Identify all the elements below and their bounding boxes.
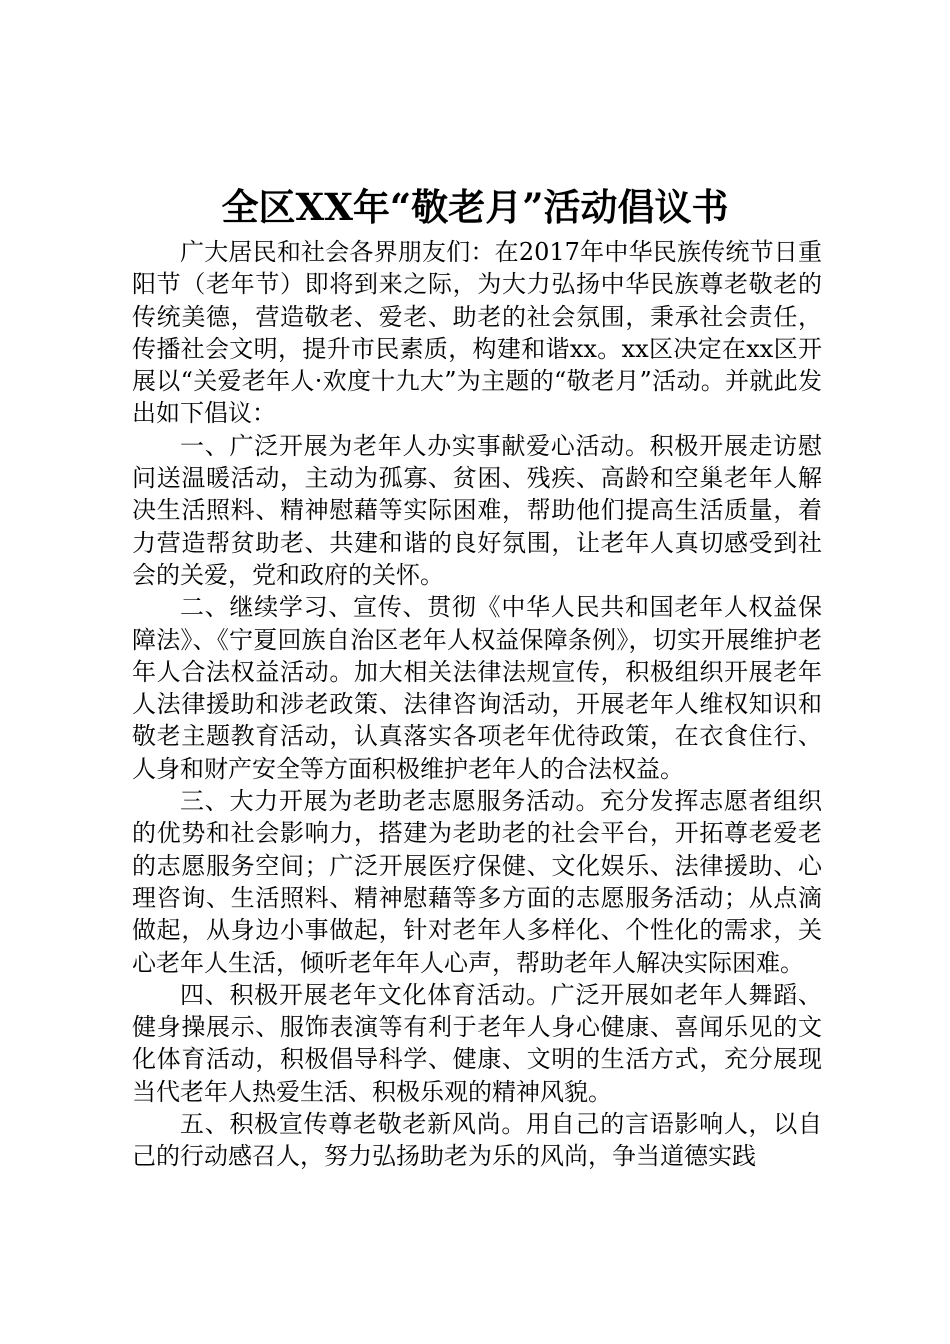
- paragraph-item-4: 四、积极开展老年文化体育活动。广泛开展如老年人舞蹈、健身操展示、服饰表演等有利于老年人身心健康、喜闻乐见的文化体育活动，积极倡导科学、健康、文明的生活方式，充分展现当代老年人热爱生活、积极乐观的精神风貌。: [132, 980, 822, 1106]
- paragraph-item-2: 二、继续学习、宣传、贯彻《中华人民共和国老年人权益保障法》、《宁夏回族自治区老年人权益保障条例》，切实开展维护老年人合法权益活动。加大相关法律法规宣传，积极组织开展老年人法律援助和涉老政策、法律咨询活动，开展老年人维权知识和敬老主题教育活动，认真落实各项老年优待政策，在衣食住行、人身和财产安全等方面积极维护老年人的合法权益。: [132, 593, 822, 783]
- document-body: [132, 236, 822, 1173]
- paragraph-intro: 广大居民和社会各界朋友们：在2017年中华民族传统节日重阳节（老年节）即将到来之际，为大力弘扬中华民族尊老敬老的传统美德，营造敬老、爱老、助老的社会氛围，秉承社会责任，传播社会文明，提升市民素质，构建和谐xx。xx区决定在xx区开展以“关爱老年人·欢度十九大”为主题的“敬老月”活动。并就此发出如下倡议：: [132, 238, 822, 428]
- paragraph-item-5: 五、积极宣传尊老敬老新风尚。用自己的言语影响人，以自己的行动感召人，努力弘扬助老为乐的风尚，争当道德实践: [132, 1110, 822, 1171]
- paragraph-item-1: 一、广泛开展为老年人办实事献爱心活动。积极开展走访慰问送温暖活动，主动为孤寡、贫困、残疾、高龄和空巢老年人解决生活照料、精神慰藉等实际困难，帮助他们提高生活质量，着力营造帮贫助老、共建和谐的良好氛围，让老年人真切感受到社会的关爱，党和政府的关怀。: [132, 431, 822, 589]
- document-title: 全区XX年“敬老月”活动倡议书: [221, 185, 729, 229]
- paragraph-item-3: 三、大力开展为老助老志愿服务活动。充分发挥志愿者组织的优势和社会影响力，搭建为老助老的社会平台，开拓尊老爱老的志愿服务空间；广泛开展医疗保健、文化娱乐、法律援助、心理咨询、生活照料、精神慰藉等多方面的志愿服务活动；从点滴做起，从身边小事做起，针对老年人多样化、个性化的需求，关心老年人生活，倾听老年年人心声，帮助老年人解决实际困难。: [132, 787, 822, 977]
